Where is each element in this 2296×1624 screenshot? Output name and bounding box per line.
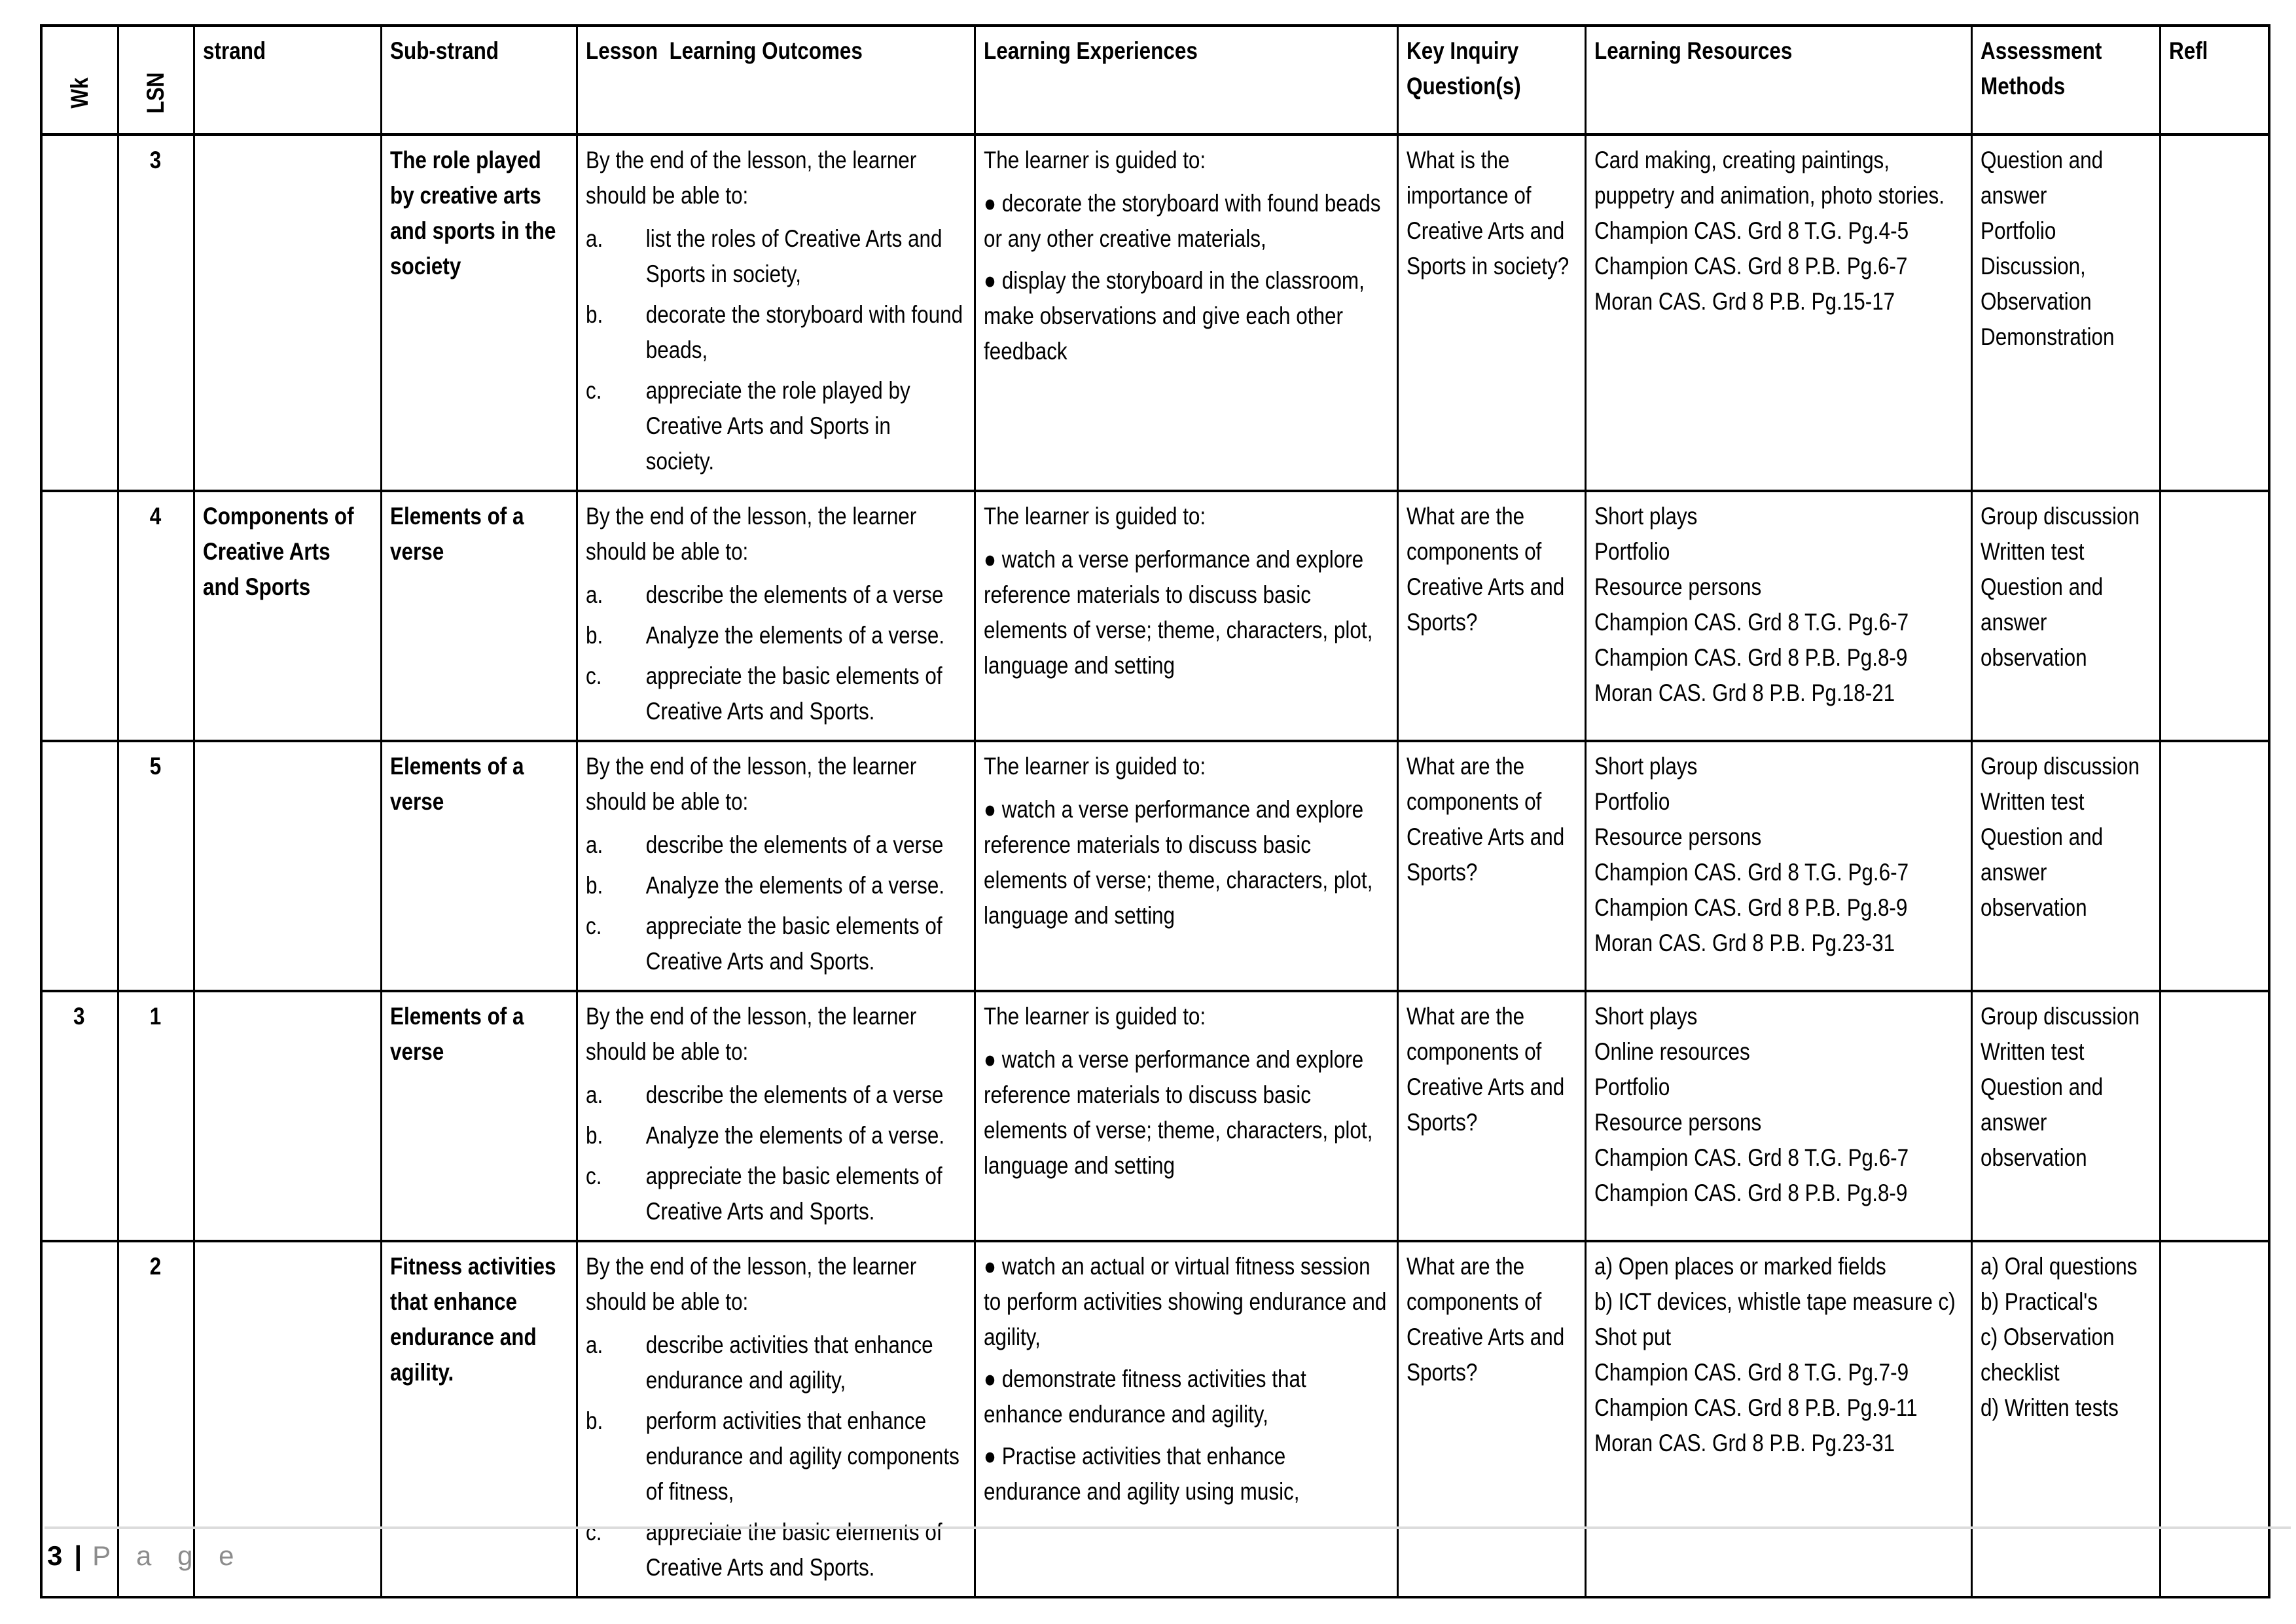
key-inquiry-cell: [1397, 1241, 1585, 1597]
assessment-line: Observation: [1980, 288, 2092, 315]
lsn-cell: [118, 741, 194, 991]
learning-experiences-cell: [975, 135, 1397, 492]
outcome-text: decorate the storyboard with found beads,: [645, 301, 963, 363]
outcome-item: [586, 577, 965, 613]
lsn-cell: [118, 135, 194, 492]
outcomes-lead: By the end of the lesson, the learner should be able to:: [585, 1253, 916, 1315]
key-inquiry-cell: [1397, 135, 1585, 492]
key-inquiry-text: What are the components of Creative Arts and Sports?: [1406, 1003, 1564, 1136]
outcome-marker: a.: [585, 581, 603, 608]
wk-cell: [41, 991, 118, 1241]
learning-resources-cell: [1585, 991, 1971, 1241]
outcome-item: [586, 659, 965, 729]
outcome-item: [586, 373, 965, 479]
learning-resources-cell-content: [1594, 999, 1962, 1211]
refl-cell: [2160, 135, 2269, 492]
sub-strand-text: Fitness activities that enhance endurance and agility.: [389, 1253, 556, 1386]
assessment-methods-cell: [1971, 991, 2160, 1241]
resource-line: b) ICT devices, whistle tape measure c) Shot put: [1594, 1288, 1956, 1350]
outcome-marker: a.: [585, 831, 603, 858]
outcome-text: Analyze the elements of a verse.: [645, 872, 944, 899]
key-inquiry-cell-content: [1407, 143, 1575, 284]
learning-experiences-cell: [975, 1241, 1397, 1597]
outcomes-lead: By the end of the lesson, the learner should be able to:: [585, 147, 916, 209]
sub-strand-cell: [381, 991, 577, 1241]
strand-cell-content: [203, 499, 371, 605]
assessment-methods-cell-content: [1981, 1249, 2150, 1426]
outcome-text: Analyze the elements of a verse.: [645, 622, 944, 649]
key-inquiry-text: What are the components of Creative Arts and Sports?: [1406, 503, 1564, 636]
column-header-learning-experiences: [975, 26, 1397, 135]
outcome-marker: b.: [585, 622, 603, 649]
lsn-value: 5: [149, 753, 161, 780]
column-header-label: Key Inquiry Question(s): [1406, 37, 1524, 99]
resource-line: Moran CAS. Grd 8 P.B. Pg.15-17: [1594, 288, 1895, 315]
learning-resources-cell: [1585, 135, 1971, 492]
column-header-refl: [2160, 26, 2269, 135]
table-row: [41, 135, 2269, 492]
resource-line: Champion CAS. Grd 8 T.G. Pg.6-7: [1594, 1144, 1909, 1171]
assessment-line: d) Written tests: [1980, 1394, 2119, 1421]
assessment-line: Question and answer: [1980, 1074, 2103, 1136]
outcome-marker: a.: [585, 225, 603, 252]
outcome-item: [586, 618, 965, 653]
experience-bullet: ● Practise activities that enhance endurance and agility using music,: [983, 1443, 1300, 1505]
experiences-lead: The learner is guided to:: [983, 753, 1206, 780]
outcome-marker: c.: [585, 1519, 601, 1545]
lsn-cell-content: [127, 999, 184, 1034]
key-inquiry-cell-content: [1407, 999, 1575, 1140]
resource-line: Champion CAS. Grd 8 P.B. Pg.8-9: [1594, 894, 1907, 921]
lsn-value: 2: [149, 1253, 161, 1280]
learning-resources-cell: [1585, 1241, 1971, 1597]
outcome-item: [586, 1403, 965, 1509]
column-header-lesson-learning-outcomes: [577, 26, 975, 135]
key-inquiry-cell-content: [1407, 499, 1575, 640]
resource-line: Champion CAS. Grd 8 T.G. Pg.6-7: [1594, 859, 1909, 886]
resource-line: Champion CAS. Grd 8 P.B. Pg.9-11: [1594, 1394, 1918, 1421]
outcome-item: [586, 868, 965, 903]
outcome-text: describe the elements of a verse: [645, 831, 943, 858]
assessment-methods-cell: [1971, 1241, 2160, 1597]
resource-line: Champion CAS. Grd 8 P.B. Pg.8-9: [1594, 1180, 1907, 1206]
learning-outcomes-cell: [577, 991, 975, 1241]
assessment-line: c) Observation checklist: [1980, 1324, 2115, 1386]
experience-bullet: ● demonstrate fitness activities that enhance endurance and agility,: [983, 1365, 1306, 1428]
learning-outcomes-cell: [577, 135, 975, 492]
strand-text: Components of Creative Arts and Sports: [202, 503, 354, 600]
lsn-cell-content: [127, 1249, 184, 1284]
column-header-assessment-methods: [1971, 26, 2160, 135]
assessment-methods-cell-content: [1981, 499, 2150, 676]
outcome-marker: a.: [585, 1081, 603, 1108]
lsn-value: 1: [149, 1003, 161, 1030]
wk-cell: [41, 491, 118, 741]
outcome-marker: c.: [585, 912, 601, 939]
table-row: [41, 1241, 2269, 1597]
scheme-of-work-table: [40, 24, 2270, 1598]
resource-line: Moran CAS. Grd 8 P.B. Pg.23-31: [1594, 1430, 1895, 1456]
resource-line: Champion CAS. Grd 8 T.G. Pg.7-9: [1594, 1359, 1909, 1386]
learning-experiences-cell: [975, 491, 1397, 741]
key-inquiry-cell: [1397, 991, 1585, 1241]
assessment-line: Written test: [1980, 1038, 2084, 1065]
assessment-line: observation: [1980, 894, 2087, 921]
learning-resources-cell-content: [1594, 749, 1962, 961]
assessment-methods-cell: [1971, 741, 2160, 991]
strand-cell: [194, 491, 381, 741]
resource-line: Champion CAS. Grd 8 T.G. Pg.6-7: [1594, 609, 1909, 636]
experience-bullet: ● watch an actual or virtual fitness session to perform activities showing endurance and agility,: [983, 1253, 1386, 1350]
column-header-sub-strand: [381, 26, 577, 135]
assessment-line: observation: [1980, 644, 2087, 671]
table-header-row: [41, 26, 2269, 135]
resource-line: Short plays: [1594, 1003, 1697, 1030]
outcome-item: [586, 1159, 965, 1229]
learning-experiences-cell-content: [984, 499, 1388, 683]
outcome-text: appreciate the basic elements of Creative Arts and Sports.: [645, 662, 942, 725]
assessment-line: observation: [1980, 1144, 2087, 1171]
page-number: 3: [47, 1540, 63, 1571]
sub-strand-cell-content: [390, 999, 567, 1070]
sub-strand-text: Elements of a verse: [389, 1003, 524, 1065]
lsn-cell-content: [127, 499, 184, 534]
resource-line: Portfolio: [1594, 1074, 1670, 1100]
learning-experiences-cell-content: [984, 1249, 1388, 1509]
refl-cell: [2160, 491, 2269, 741]
column-header-label: LSN: [142, 72, 169, 114]
learning-resources-cell-content: [1594, 499, 1962, 711]
learning-experiences-cell-content: [984, 999, 1388, 1183]
learning-outcomes-cell-content: [586, 1249, 965, 1585]
table-row: [41, 741, 2269, 991]
assessment-line: Group discussion: [1980, 503, 2140, 530]
learning-resources-cell: [1585, 741, 1971, 991]
outcome-marker: b.: [585, 1407, 603, 1434]
resource-line: Resource persons: [1594, 1109, 1761, 1136]
resource-line: Portfolio: [1594, 538, 1670, 565]
outcome-text: appreciate the basic elements of Creative Arts and Sports.: [645, 912, 942, 975]
outcome-text: list the roles of Creative Arts and Sports in society,: [645, 225, 942, 287]
sub-strand-cell: [381, 135, 577, 492]
experience-bullet: ● watch a verse performance and explore reference materials to discuss basic elements of verse; theme, characters, plot, language and setting: [983, 796, 1372, 929]
assessment-line: Question and answer: [1980, 147, 2103, 209]
assessment-line: Group discussion: [1980, 1003, 2140, 1030]
column-header-learning-resources: [1585, 26, 1971, 135]
table-row: [41, 991, 2269, 1241]
assessment-methods-cell-content: [1981, 749, 2150, 926]
assessment-line: b) Practical's: [1980, 1288, 2098, 1315]
learning-outcomes-cell-content: [586, 999, 965, 1229]
outcome-item: [586, 909, 965, 979]
column-header-key-inquiry-question-s: [1397, 26, 1585, 135]
assessment-methods-cell: [1971, 491, 2160, 741]
outcome-marker: c.: [585, 1163, 601, 1189]
resource-line: Online resources: [1594, 1038, 1750, 1065]
learning-outcomes-cell: [577, 491, 975, 741]
experience-bullet: ● display the storyboard in the classroom, make observations and give each other feedback: [983, 267, 1365, 365]
footer-divider: [45, 1526, 2291, 1529]
strand-cell: [194, 135, 381, 492]
column-header-label: Assessment Methods: [1980, 37, 2108, 99]
outcome-text: Analyze the elements of a verse.: [645, 1122, 944, 1149]
lsn-cell: [118, 991, 194, 1241]
column-header-lsn: [118, 26, 194, 135]
experience-bullet: ● watch a verse performance and explore reference materials to discuss basic elements of verse; theme, characters, plot, language and setting: [983, 546, 1372, 679]
outcome-marker: b.: [585, 872, 603, 899]
sub-strand-cell-content: [390, 1249, 567, 1390]
outcome-item: [586, 1118, 965, 1153]
sub-strand-text: The role played by creative arts and sports in the society: [389, 147, 556, 280]
key-inquiry-cell: [1397, 741, 1585, 991]
table-row: [41, 491, 2269, 741]
assessment-line: Discussion,: [1980, 253, 2086, 280]
assessment-line: Question and answer: [1980, 573, 2103, 636]
learning-experiences-cell-content: [984, 749, 1388, 933]
key-inquiry-cell-content: [1407, 1249, 1575, 1390]
key-inquiry-cell-content: [1407, 749, 1575, 890]
outcome-text: appreciate the basic elements of Creative Arts and Sports.: [645, 1519, 942, 1581]
page-word: P a g e: [92, 1540, 243, 1571]
lsn-value: 4: [149, 503, 161, 530]
lsn-cell: [118, 491, 194, 741]
wk-value: 3: [73, 1003, 85, 1030]
key-inquiry-text: What is the importance of Creative Arts and Sports in society?: [1406, 147, 1569, 280]
strand-cell: [194, 991, 381, 1241]
sub-strand-text: Elements of a verse: [389, 503, 524, 565]
learning-outcomes-cell: [577, 1241, 975, 1597]
outcome-text: perform activities that enhance endurance and agility components of fitness,: [645, 1407, 960, 1505]
page-footer: [47, 1540, 243, 1572]
outcome-text: appreciate the basic elements of Creative Arts and Sports.: [645, 1163, 942, 1225]
resource-line: Portfolio: [1594, 788, 1670, 815]
resource-line: Resource persons: [1594, 573, 1761, 600]
outcome-marker: c.: [585, 662, 601, 689]
wk-cell: [41, 741, 118, 991]
wk-cell: [41, 135, 118, 492]
outcomes-lead: By the end of the lesson, the learner should be able to:: [585, 503, 916, 565]
lsn-cell-content: [127, 143, 184, 178]
outcome-marker: c.: [585, 377, 601, 404]
sub-strand-cell: [381, 741, 577, 991]
learning-outcomes-cell-content: [586, 499, 965, 729]
experiences-lead: The learner is guided to:: [983, 1003, 1206, 1030]
sub-strand-cell: [381, 491, 577, 741]
assessment-line: Portfolio: [1980, 217, 2056, 244]
resource-line: Champion CAS. Grd 8 P.B. Pg.6-7: [1594, 253, 1907, 280]
column-header-label: Learning Experiences: [983, 37, 1198, 64]
sub-strand-cell: [381, 1241, 577, 1597]
outcome-item: [586, 1515, 965, 1585]
column-header-wk: [41, 26, 118, 135]
resource-line: a) Open places or marked fields: [1594, 1253, 1886, 1280]
strand-cell: [194, 741, 381, 991]
assessment-line: Demonstration: [1980, 323, 2115, 350]
learning-experiences-cell-content: [984, 143, 1388, 369]
assessment-line: Group discussion: [1980, 753, 2140, 780]
refl-cell: [2160, 991, 2269, 1241]
key-inquiry-cell: [1397, 491, 1585, 741]
outcome-marker: b.: [585, 1122, 603, 1149]
resource-line: Short plays: [1594, 753, 1697, 780]
sub-strand-cell-content: [390, 499, 567, 569]
learning-experiences-cell: [975, 741, 1397, 991]
resource-line: Champion CAS. Grd 8 P.B. Pg.8-9: [1594, 644, 1907, 671]
outcome-text: describe the elements of a verse: [645, 581, 943, 608]
sub-strand-cell-content: [390, 749, 567, 820]
refl-cell: [2160, 1241, 2269, 1597]
column-header-label: Sub-strand: [389, 37, 499, 64]
outcome-item: [586, 827, 965, 863]
outcome-item: [586, 1077, 965, 1113]
experiences-lead: The learner is guided to:: [983, 503, 1206, 530]
resource-line: Short plays: [1594, 503, 1697, 530]
wk-cell-content: [50, 999, 107, 1034]
column-header-label: Wk: [65, 77, 93, 109]
learning-resources-cell: [1585, 491, 1971, 741]
lsn-value: 3: [149, 147, 161, 173]
column-header-label: Learning Resources: [1594, 37, 1792, 64]
resource-line: Moran CAS. Grd 8 P.B. Pg.18-21: [1594, 679, 1895, 706]
outcomes-lead: By the end of the lesson, the learner should be able to:: [585, 753, 916, 815]
learning-resources-cell-content: [1594, 143, 1962, 319]
resource-line: Card making, creating paintings, puppetry and animation, photo stories.: [1594, 147, 1945, 209]
experiences-lead: The learner is guided to:: [983, 147, 1206, 173]
lsn-cell-content: [127, 749, 184, 784]
learning-experiences-cell: [975, 991, 1397, 1241]
column-header-strand: [194, 26, 381, 135]
outcome-marker: a.: [585, 1331, 603, 1358]
outcome-text: describe activities that enhance endurance and agility,: [645, 1331, 933, 1394]
resource-line: Resource persons: [1594, 823, 1761, 850]
outcome-text: appreciate the role played by Creative Arts and Sports in society.: [645, 377, 910, 475]
footer-separator: |: [74, 1540, 82, 1571]
learning-outcomes-cell-content: [586, 143, 965, 479]
outcome-marker: b.: [585, 301, 603, 328]
experience-bullet: ● decorate the storyboard with found beads or any other creative materials,: [983, 190, 1380, 252]
assessment-line: a) Oral questions: [1980, 1253, 2137, 1280]
refl-cell: [2160, 741, 2269, 991]
outcome-item: [586, 221, 965, 292]
outcome-text: describe the elements of a verse: [645, 1081, 943, 1108]
assessment-line: Written test: [1980, 538, 2084, 565]
column-header-label: Lesson Learning Outcomes: [585, 37, 863, 64]
column-header-label: strand: [202, 37, 266, 64]
assessment-methods-cell-content: [1981, 999, 2150, 1176]
resource-line: Champion CAS. Grd 8 T.G. Pg.4-5: [1594, 217, 1909, 244]
key-inquiry-text: What are the components of Creative Arts and Sports?: [1406, 753, 1564, 886]
resource-line: Moran CAS. Grd 8 P.B. Pg.23-31: [1594, 929, 1895, 956]
assessment-line: Question and answer: [1980, 823, 2103, 886]
learning-outcomes-cell: [577, 741, 975, 991]
assessment-line: Written test: [1980, 788, 2084, 815]
outcome-item: [586, 1327, 965, 1398]
sub-strand-text: Elements of a verse: [389, 753, 524, 815]
sub-strand-cell-content: [390, 143, 567, 284]
assessment-methods-cell: [1971, 135, 2160, 492]
column-header-label: Refl: [2168, 37, 2208, 64]
outcomes-lead: By the end of the lesson, the learner should be able to:: [585, 1003, 916, 1065]
outcome-item: [586, 297, 965, 368]
key-inquiry-text: What are the components of Creative Arts and Sports?: [1406, 1253, 1564, 1386]
assessment-methods-cell-content: [1981, 143, 2150, 355]
experience-bullet: ● watch a verse performance and explore reference materials to discuss basic elements of verse; theme, characters, plot, language and setting: [983, 1046, 1372, 1179]
learning-resources-cell-content: [1594, 1249, 1962, 1461]
learning-outcomes-cell-content: [586, 749, 965, 979]
